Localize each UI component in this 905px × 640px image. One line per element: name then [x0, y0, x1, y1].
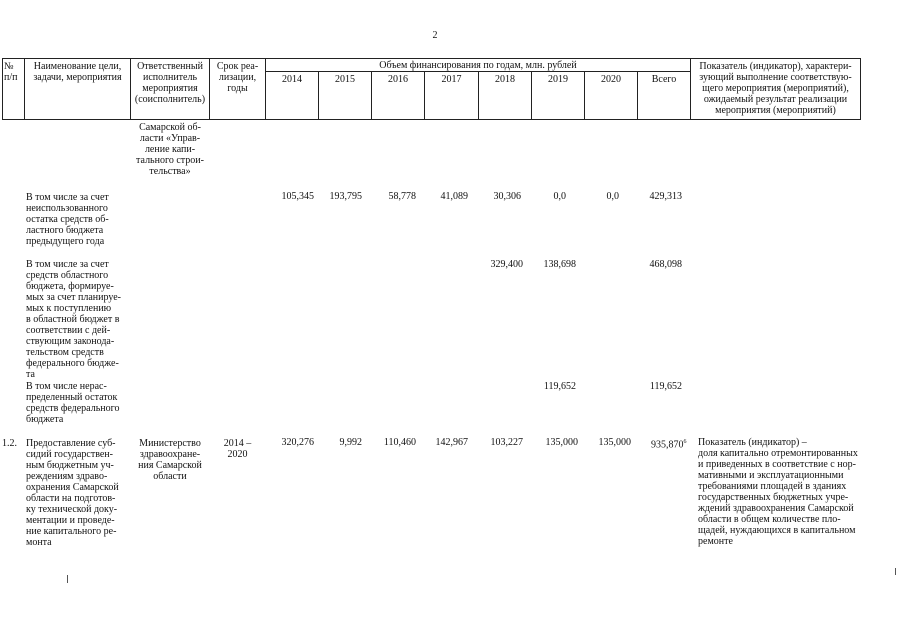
value-cell: 41,089 [440, 191, 468, 202]
total-cell: 468,098 [649, 259, 682, 270]
header-year: 2018 [495, 74, 515, 85]
row-name: В том числе нерас- пределенный остаток средств федерального бюджета [26, 381, 120, 425]
value-cell: 138,698 [543, 259, 576, 270]
header-year: 2014 [282, 74, 302, 85]
row-name: В том числе за счет средств областного бюджета, формируе- мых за счет планируе- мых к поступлению в областной бюджет в соответствии с дей- ствующим законода- тельством средств федерального бюдже- та [26, 259, 121, 380]
value-cell: 329,400 [490, 259, 523, 270]
value-cell: 58,778 [388, 191, 416, 202]
header-indicator: Показатель (индикатор), характери- зующий выполнение соответствую- щего мероприятия (мероприятий), ожидаемый результат реализации мероприятия (мероприятий) [699, 61, 852, 116]
total-value: 935,870 [651, 439, 684, 451]
scan-mark [67, 575, 68, 583]
value-cell: 103,227 [490, 437, 523, 448]
header-num: № п/п [4, 61, 18, 83]
value-cell: 105,345 [281, 191, 314, 202]
header-responsible: Ответственный исполнитель мероприятия (соисполнитель) [134, 61, 206, 105]
header-total: Всего [651, 74, 677, 85]
header-year: 2020 [601, 74, 621, 85]
footnote-mark: 6 [683, 439, 687, 445]
header-year: 2016 [388, 74, 408, 85]
value-cell: 30,306 [493, 191, 521, 202]
total-cell [651, 437, 687, 450]
row-name: В том числе за счет неиспользованного остатка средств об- ластного бюджета предыдущего года [26, 192, 109, 247]
header-year: 2019 [548, 74, 568, 85]
total-cell: 119,652 [649, 381, 682, 392]
value-cell: 193,795 [329, 191, 362, 202]
value-cell: 135,000 [598, 437, 631, 448]
value-cell: 9,992 [339, 437, 362, 448]
indicator-cell: Показатель (индикатор) – доля капитально отремонтированных и приведенных в соответствие с нор- мативными и эксплуатационными требованиями площадей в зданиях государственных бюджетных учре- ждений здравоохранения Самарской области в общем количестве пло- щадей, нуждающихся в капитальном ремонте [698, 437, 858, 547]
scan-mark [895, 568, 896, 575]
header-year: 2017 [441, 74, 462, 85]
value-cell: 119,652 [543, 381, 576, 392]
page-number: 2 [432, 30, 438, 41]
responsible-cell: Министерство здравоохране- ния Самарской области [138, 438, 202, 482]
value-cell: 110,460 [383, 437, 416, 448]
col-border [2, 58, 3, 120]
period-cell: 2014 – 2020 [223, 438, 252, 460]
total-cell: 429,313 [649, 191, 682, 202]
responsible-cell: Самарской об- ласти «Управ- ление капи- тального строи- тельства» [136, 122, 204, 177]
value-cell: 142,967 [435, 437, 468, 448]
header-name: Наименование цели, задачи, мероприятия [33, 61, 122, 83]
value-cell: 135,000 [545, 437, 578, 448]
value-cell: 0,0 [606, 191, 619, 202]
col-border [860, 58, 861, 120]
row-number: 1.2. [2, 438, 17, 449]
header-year: 2015 [335, 74, 355, 85]
header-period: Срок реа- лизации, годы [216, 61, 259, 94]
header-financing: Объем финансирования по годам, млн. рублей [379, 60, 577, 71]
row-name: Предоставление суб- сидий государствен- ным бюджетным уч- реждениям здраво- охранения Самарской области на подготов- ку технической доку- ментации и проведе- ние капитального ре- монта [26, 438, 119, 548]
value-cell: 0,0 [553, 191, 566, 202]
value-cell: 320,276 [281, 437, 314, 448]
